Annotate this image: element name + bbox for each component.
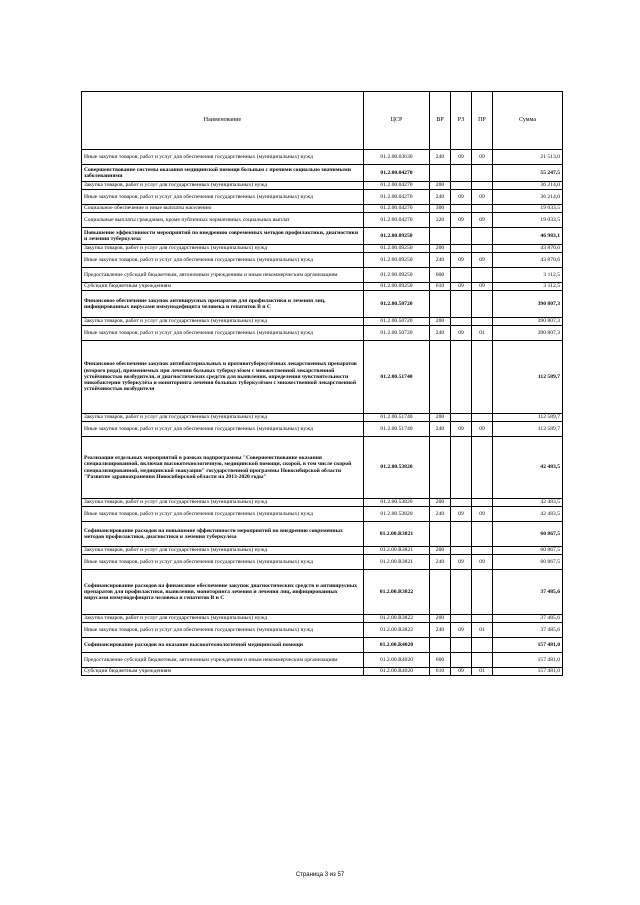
cell-vr: [430, 341, 451, 414]
table-row: [82, 555, 563, 570]
cell-pr: [472, 318, 493, 326]
cell-pr: [472, 182, 493, 190]
table-row: [82, 507, 563, 522]
cell-sum: 3 112,5: [493, 268, 563, 283]
cell-vr: 610: [430, 283, 451, 291]
table-row: [82, 422, 563, 437]
cell-vr: 200: [430, 414, 451, 422]
cell-rz: [451, 205, 472, 213]
cell-vr: 240: [430, 507, 451, 522]
table-row: [82, 414, 563, 422]
cell-pr: 09: [472, 283, 493, 291]
cell-sum: 112 589,7: [493, 341, 563, 414]
cell-sum: 3 112,5: [493, 283, 563, 291]
cell-pr: 09: [472, 150, 493, 165]
cell-sum: 42 483,5: [493, 507, 563, 522]
header-name: Наименование: [82, 92, 364, 150]
cell-pr: [472, 547, 493, 555]
cell-sum: 60 867,5: [493, 522, 563, 547]
cell-vr: 600: [430, 653, 451, 668]
cell-rz: [451, 245, 472, 253]
cell-code: 01.2.00.53820: [364, 437, 430, 499]
cell-name: Субсидии бюджетным учреждениям: [82, 283, 364, 291]
cell-pr: [472, 291, 493, 318]
table-row: [82, 326, 563, 341]
cell-name: Предоставление субсидий бюджетным, автономным учреждениям и иным некоммерческим организациям: [82, 653, 364, 668]
cell-code: 01.2.00.04270: [364, 205, 430, 213]
budget-table: [81, 91, 563, 676]
cell-name: Софинансирование расходов на оказание высокотехнологичной медицинской помощи: [82, 638, 364, 653]
cell-vr: [430, 165, 451, 182]
cell-pr: [472, 570, 493, 615]
header-sum: Сумма: [493, 92, 563, 150]
header-vr: ВР: [430, 92, 451, 150]
cell-name: Социальное обеспечение и иные выплаты населению: [82, 205, 364, 213]
cell-rz: [451, 653, 472, 668]
cell-code: 01.2.00.R3821: [364, 555, 430, 570]
cell-rz: 09: [451, 507, 472, 522]
cell-code: 01.2.00.51740: [364, 414, 430, 422]
cell-pr: [472, 165, 493, 182]
table-row: [82, 283, 563, 291]
cell-code: 01.2.00.R3821: [364, 522, 430, 547]
cell-pr: 01: [472, 668, 493, 676]
cell-code: 01.2.00.09250: [364, 268, 430, 283]
table-row: [82, 437, 563, 499]
cell-vr: [430, 437, 451, 499]
cell-code: 01.2.00.R3822: [364, 615, 430, 623]
cell-pr: [472, 522, 493, 547]
header-rz: РЗ: [451, 92, 472, 150]
cell-name: Иные закупки товаров, работ и услуг для обеспечения государственных (муниципальных) нужд: [82, 623, 364, 638]
cell-sum: 157 481,0: [493, 653, 563, 668]
cell-code: 01.2.00.09250: [364, 253, 430, 268]
cell-sum: 19 033,5: [493, 213, 563, 228]
cell-sum: 19 033,5: [493, 205, 563, 213]
cell-sum: 43 870,6: [493, 245, 563, 253]
cell-rz: 09: [451, 283, 472, 291]
table-row: [82, 165, 563, 182]
table-row: [82, 245, 563, 253]
cell-code: 01.2.00.50720: [364, 318, 430, 326]
cell-name: Закупка товаров, работ и услуг для государственных (муниципальных) нужд: [82, 318, 364, 326]
cell-rz: 09: [451, 213, 472, 228]
cell-code: 01.2.00.R4020: [364, 668, 430, 676]
table-row: [82, 615, 563, 623]
table-row: [82, 228, 563, 245]
cell-vr: 240: [430, 422, 451, 437]
table-row: [82, 522, 563, 547]
cell-vr: 610: [430, 668, 451, 676]
table-row: [82, 341, 563, 414]
cell-rz: 09: [451, 150, 472, 165]
cell-vr: [430, 291, 451, 318]
cell-rz: 09: [451, 623, 472, 638]
cell-vr: 240: [430, 253, 451, 268]
cell-rz: 09: [451, 326, 472, 341]
cell-name: Иные закупки товаров, работ и услуг для обеспечения государственных (муниципальных) нужд: [82, 507, 364, 522]
cell-pr: 01: [472, 326, 493, 341]
cell-rz: [451, 165, 472, 182]
cell-code: 01.2.00.53820: [364, 507, 430, 522]
table-row: [82, 318, 563, 326]
cell-rz: [451, 182, 472, 190]
cell-sum: 43 870,6: [493, 253, 563, 268]
table-row: [82, 653, 563, 668]
cell-rz: [451, 437, 472, 499]
cell-sum: 37 485,6: [493, 570, 563, 615]
cell-vr: [430, 228, 451, 245]
header-pr: ПР: [472, 92, 493, 150]
cell-name: Иные закупки товаров, работ и услуг для обеспечения государственных (муниципальных) нужд: [82, 190, 364, 205]
cell-pr: 09: [472, 190, 493, 205]
cell-code: 01.2.00.09250: [364, 228, 430, 245]
cell-code: 01.2.00.51740: [364, 341, 430, 414]
cell-name: Совершенствование системы оказания медицинской помощи больным с прочими социально значимыми заболеваниями: [82, 165, 364, 182]
cell-sum: 157 481,0: [493, 668, 563, 676]
cell-vr: [430, 570, 451, 615]
cell-rz: [451, 228, 472, 245]
table-row: [82, 182, 563, 190]
cell-name: Повышение эффективности мероприятий по внедрению современных методов профилактики, диагностики и лечения туберкулеза: [82, 228, 364, 245]
table-row: [82, 291, 563, 318]
cell-code: 01.2.00.R3822: [364, 623, 430, 638]
cell-rz: [451, 414, 472, 422]
cell-pr: 09: [472, 555, 493, 570]
table-row: [82, 205, 563, 213]
header-csr: ЦСР: [364, 92, 430, 150]
cell-name: Финансовое обеспечение закупок антивирусных препаратов для профилактики и лечения лиц, инфицированных вирусами иммунодефицита человека и гепатитов В и С: [82, 291, 364, 318]
cell-sum: 390 807,3: [493, 318, 563, 326]
cell-pr: [472, 228, 493, 245]
cell-vr: 240: [430, 150, 451, 165]
cell-code: 01.2.00.53820: [364, 499, 430, 507]
cell-sum: 37 485,6: [493, 623, 563, 638]
cell-code: 01.2.00.09250: [364, 283, 430, 291]
cell-pr: [472, 268, 493, 283]
table-header-row: [82, 92, 563, 150]
table-body: [82, 150, 563, 676]
cell-pr: [472, 499, 493, 507]
cell-pr: 09: [472, 507, 493, 522]
cell-rz: [451, 318, 472, 326]
cell-name: Закупка товаров, работ и услуг для государственных (муниципальных) нужд: [82, 615, 364, 623]
cell-code: 01.2.00.R3822: [364, 570, 430, 615]
cell-sum: 21 513,0: [493, 150, 563, 165]
cell-name: Субсидии бюджетным учреждениям: [82, 668, 364, 676]
table-row: [82, 213, 563, 228]
cell-code: 01.2.00.51740: [364, 422, 430, 437]
cell-name: Иные закупки товаров, работ и услуг для обеспечения государственных (муниципальных) нужд: [82, 150, 364, 165]
cell-rz: 09: [451, 422, 472, 437]
cell-pr: [472, 414, 493, 422]
cell-code: 01.2.00.09250: [364, 245, 430, 253]
table-row: [82, 499, 563, 507]
cell-code: 01.2.00.50720: [364, 326, 430, 341]
cell-pr: [472, 615, 493, 623]
cell-rz: [451, 291, 472, 318]
cell-rz: [451, 522, 472, 547]
cell-rz: [451, 268, 472, 283]
cell-rz: 09: [451, 555, 472, 570]
cell-sum: 157 481,0: [493, 638, 563, 653]
page-number: Страница 3 из 57: [295, 872, 345, 878]
cell-code: 01.2.00.R4020: [364, 638, 430, 653]
cell-sum: 60 867,5: [493, 547, 563, 555]
cell-vr: 240: [430, 190, 451, 205]
cell-vr: [430, 638, 451, 653]
cell-name: Закупка товаров, работ и услуг для государственных (муниципальных) нужд: [82, 499, 364, 507]
cell-pr: [472, 245, 493, 253]
cell-pr: 09: [472, 213, 493, 228]
cell-vr: 240: [430, 623, 451, 638]
table-row: [82, 547, 563, 555]
cell-vr: [430, 522, 451, 547]
cell-name: Закупка товаров, работ и услуг для государственных (муниципальных) нужд: [82, 547, 364, 555]
cell-rz: [451, 638, 472, 653]
cell-name: Финансовое обеспечение закупок антибактериальных и противотуберкулёзных лекарственных препаратов (второго ряда), применяемых при лечении больных туберкулёзом с множественной лекарственной устойчивостью возбудителя, и диагностических средств для выявления, определения чувствительности микобактерии туберкулёза и мониторинга лечения больных туберкулёзом с множественной лекарственной устойчивостью возбудителя: [82, 341, 364, 414]
cell-sum: 112 589,7: [493, 414, 563, 422]
cell-sum: 390 807,3: [493, 326, 563, 341]
cell-vr: 200: [430, 499, 451, 507]
cell-sum: 46 983,1: [493, 228, 563, 245]
cell-pr: [472, 638, 493, 653]
cell-sum: 36 214,0: [493, 182, 563, 190]
table-row: [82, 638, 563, 653]
cell-code: 01.2.00.50720: [364, 291, 430, 318]
cell-name: Софинансирование расходов на финансовое обеспечение закупок диагностических средств и антивирусных препаратов для профилактики, выявления, мониторинга лечения и лечения лиц, инфицированных вирусами иммунодефицита человека и гепатитов В и С: [82, 570, 364, 615]
cell-rz: 09: [451, 190, 472, 205]
cell-vr: 320: [430, 213, 451, 228]
cell-sum: 42 483,5: [493, 437, 563, 499]
cell-sum: 36 214,0: [493, 190, 563, 205]
table-row: [82, 190, 563, 205]
cell-name: Иные закупки товаров, работ и услуг для обеспечения государственных (муниципальных) нужд: [82, 422, 364, 437]
table-row: [82, 150, 563, 165]
cell-name: Иные закупки товаров, работ и услуг для обеспечения государственных (муниципальных) нужд: [82, 253, 364, 268]
cell-code: 01.2.00.R3821: [364, 547, 430, 555]
cell-vr: 200: [430, 182, 451, 190]
table-row: [82, 570, 563, 615]
cell-pr: 09: [472, 422, 493, 437]
table-row: [82, 623, 563, 638]
cell-code: 01.2.00.04270: [364, 182, 430, 190]
cell-vr: 300: [430, 205, 451, 213]
table-row: [82, 253, 563, 268]
table-row: [82, 668, 563, 676]
cell-rz: 09: [451, 253, 472, 268]
cell-sum: 112 589,7: [493, 422, 563, 437]
cell-name: Предоставление субсидий бюджетным, автономным учреждениям и иным некоммерческим организациям: [82, 268, 364, 283]
cell-name: Закупка товаров, работ и услуг для государственных (муниципальных) нужд: [82, 182, 364, 190]
cell-name: Иные закупки товаров, работ и услуг для обеспечения государственных (муниципальных) нужд: [82, 326, 364, 341]
cell-sum: 390 807,3: [493, 291, 563, 318]
cell-code: 01.2.00.R4020: [364, 653, 430, 668]
cell-rz: [451, 341, 472, 414]
cell-name: Софинансирование расходов на повышение эффективности мероприятий по внедрению современных методов профилактики, диагностики и лечения туберкулеза: [82, 522, 364, 547]
cell-sum: 37 485,6: [493, 615, 563, 623]
cell-rz: [451, 570, 472, 615]
cell-code: 01.2.00.03630: [364, 150, 430, 165]
cell-name: Закупка товаров, работ и услуг для государственных (муниципальных) нужд: [82, 414, 364, 422]
table-row: [82, 268, 563, 283]
cell-vr: 600: [430, 268, 451, 283]
cell-pr: [472, 205, 493, 213]
cell-rz: [451, 615, 472, 623]
cell-sum: 55 247,5: [493, 165, 563, 182]
cell-vr: 240: [430, 326, 451, 341]
cell-vr: 200: [430, 547, 451, 555]
cell-vr: 200: [430, 318, 451, 326]
cell-pr: [472, 341, 493, 414]
cell-code: 01.2.00.04270: [364, 165, 430, 182]
cell-sum: 60 867,5: [493, 555, 563, 570]
cell-code: 01.2.00.04270: [364, 190, 430, 205]
cell-name: Закупка товаров, работ и услуг для государственных (муниципальных) нужд: [82, 245, 364, 253]
cell-name: Иные закупки товаров, работ и услуг для обеспечения государственных (муниципальных) нужд: [82, 555, 364, 570]
cell-pr: 09: [472, 253, 493, 268]
cell-rz: 09: [451, 668, 472, 676]
cell-rz: [451, 499, 472, 507]
cell-pr: [472, 437, 493, 499]
cell-rz: [451, 547, 472, 555]
cell-name: Социальные выплаты гражданам, кроме публичных нормативных социальных выплат: [82, 213, 364, 228]
cell-pr: [472, 653, 493, 668]
cell-pr: 01: [472, 623, 493, 638]
cell-vr: 240: [430, 555, 451, 570]
cell-name: Реализация отдельных мероприятий в рамках подпрограммы "Совершенствование оказания специализированной, включая высокотехнологичную, медицинской помощи, скорой, в том числе скорой специализированной, медицинской эвакуации" государственной программы Новосибирской области "Развитие здравоохранения Новосибирской области на 2013-2020 годы": [82, 437, 364, 499]
cell-code: 01.2.00.04270: [364, 213, 430, 228]
cell-vr: 200: [430, 245, 451, 253]
cell-vr: 200: [430, 615, 451, 623]
cell-sum: 42 483,5: [493, 499, 563, 507]
